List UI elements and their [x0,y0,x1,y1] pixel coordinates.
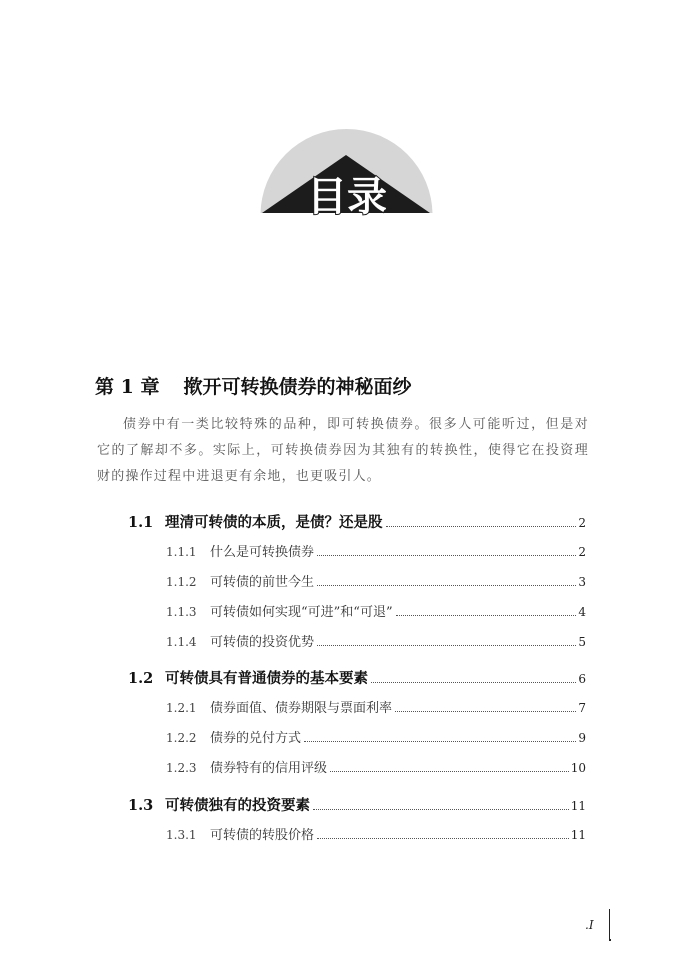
toc-number: 1.2.1 [166,701,197,715]
toc-number: 1.1.2 [166,575,197,589]
leader-dots [304,741,576,742]
toc-title: 什么是可转换债券 [210,545,315,560]
toc-page: 7 [578,701,586,715]
toc-page: 2 [578,545,586,559]
toc-entry[interactable] [128,667,586,688]
toc-title: 债券面值、债券期限与票面利率 [210,701,393,716]
toc-entry[interactable] [166,697,586,716]
chapter-intro: 债券中有一类比较特殊的品种，即可转换债券。很多人可能听过，但是对它的了解却不多。实际上，可转换债券因为其独有的转换性，使得它在投资理财的操作过程中进退更有余地，也更吸引人。 [97,417,589,484]
toc-title: 债券特有的信用评级 [210,761,328,776]
toc-entry[interactable] [166,757,586,776]
toc-page: 6 [578,672,586,686]
toc-page: 9 [578,731,586,745]
toc-title: 可转债具有普通债券的基本要素 [165,670,368,687]
toc-title: 债券的兑付方式 [210,731,302,746]
toc-entry[interactable] [166,601,586,620]
toc-number: 1.2.2 [166,731,197,745]
toc-number: 1.3.1 [166,828,197,842]
toc-number: 1.1.1 [166,545,197,559]
toc-entry[interactable] [166,541,586,560]
page-number-dot [609,939,611,941]
toc-page: 5 [578,635,586,649]
toc-page: 2 [578,516,586,530]
leader-dots [396,615,577,616]
toc-title: 可转债如何实现“可进”和“可退” [210,605,393,620]
toc-page: 10 [570,761,586,775]
toc-title: 可转债的投资优势 [210,635,315,650]
toc-number: 1.1.3 [166,605,197,619]
toc-title: 可转债的转股价格 [210,828,315,843]
toc-page: 11 [570,799,586,813]
toc-entry[interactable] [166,824,586,843]
leader-dots [313,809,569,810]
leader-dots [317,838,569,839]
leader-dots [395,711,576,712]
toc-title: 可转债的前世今生 [210,575,315,590]
chapter-number: 第 1 章 [95,376,160,398]
chapter-title: 揿开可转换债券的神秘面纱 [183,376,412,398]
toc-page: 4 [578,605,586,619]
toc-entry[interactable] [128,511,586,532]
toc-entry[interactable] [166,727,586,746]
toc-number: 1.1.4 [166,635,197,649]
toc-title: 可转债独有的投资要素 [165,797,310,814]
logo-text: 目录 [307,174,387,217]
leader-dots [371,682,576,683]
toc-entry[interactable] [166,571,586,590]
toc-title: 理清可转债的本质，是债？还是股 [165,514,383,531]
page-number: .I [585,918,594,932]
toc-page: 3 [578,575,586,589]
page-number-rule [609,909,610,941]
toc-number: 1.1 [128,514,154,531]
toc-entry[interactable] [128,794,586,815]
toc-number: 1.2.3 [166,761,197,775]
leader-dots [317,645,576,646]
leader-dots [330,771,569,772]
toc-number: 1.2 [128,670,154,687]
leader-dots [386,526,577,527]
toc-entry[interactable] [166,631,586,650]
leader-dots [317,555,576,556]
toc-page: 11 [570,828,586,842]
toc-number: 1.3 [128,797,154,814]
leader-dots [317,585,576,586]
